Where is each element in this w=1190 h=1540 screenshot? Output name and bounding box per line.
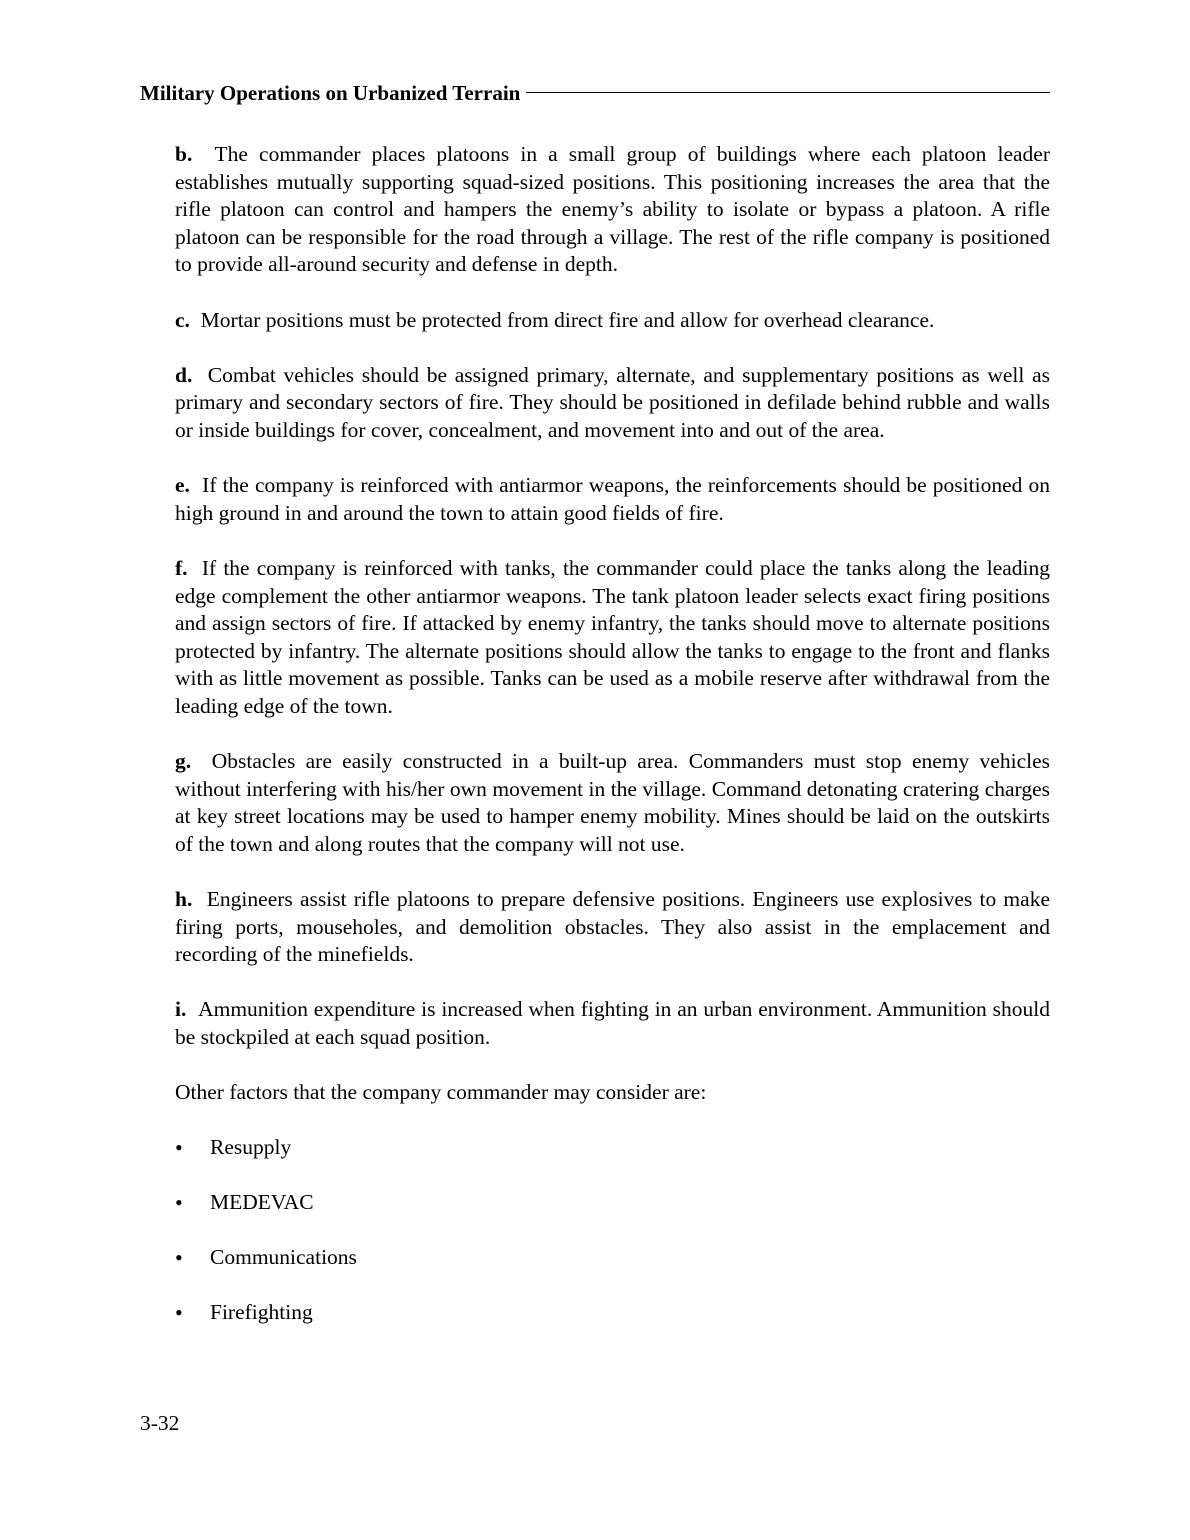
paragraph-d: [175, 362, 1050, 445]
list-item: [175, 1134, 1050, 1162]
list-item-text: MEDEVAC: [210, 1190, 314, 1215]
list-item: [175, 1189, 1050, 1217]
bullet-icon: •: [175, 1245, 183, 1271]
page-body: [175, 141, 1050, 1354]
paragraph-g: [175, 748, 1050, 858]
paragraph-b: [175, 141, 1050, 279]
bullet-icon: •: [175, 1135, 183, 1161]
paragraph-text: If the company is reinforced with tanks, the commander could place the tanks along the leading edge complement the other antiarmor weapons. The tank platoon leader selects exact firing positions and assign sectors of fire. If attacked by enemy infantry, the tanks should move to alternate positions protected by infantry. The alternate positions should allow the tanks to engage to the front and flanks with as little movement as possible. Tanks can be used as a mobile reserve after withdrawal from the leading edge of the town.: [175, 555, 1050, 718]
paragraph-text: Obstacles are easily constructed in a built-up area. Commanders must stop enemy vehicles without interfering with his/her own movement in the village. Command detonating cratering charges at key street locations may be used to hamper enemy mobility. Mines should be laid on the outskirts of the town and along routes that the company will not use.: [175, 749, 1050, 856]
paragraph-e: [175, 472, 1050, 527]
paragraph-text: Mortar positions must be protected from direct fire and allow for overhead clearance.: [200, 307, 935, 332]
paragraph-letter: d.: [175, 362, 193, 387]
paragraph-letter: g.: [175, 749, 192, 774]
list-item: [175, 1299, 1050, 1327]
paragraph-f: [175, 555, 1050, 721]
running-header-title: Military Operations on Urbanized Terrain: [140, 81, 521, 105]
other-factors-intro: Other factors that the company commander may consider are:: [175, 1080, 707, 1105]
paragraph-letter: h.: [175, 887, 193, 912]
paragraph-letter: f.: [175, 555, 188, 580]
bullet-icon: •: [175, 1190, 183, 1216]
paragraph-text: The commander places platoons in a small group of buildings where each platoon leader establishes mutually supporting squad-sized positions. This positioning increases the area that the rifle platoon can control and hampers the enemy’s ability to isolate or bypass a platoon. A rifle platoon can be responsible for the road through a village. The rest of the rifle company is positioned to provide all-around security and defense in depth.: [175, 142, 1051, 277]
other-factors-list: [175, 1134, 1050, 1327]
paragraph-h: [175, 886, 1050, 969]
header-rule: [526, 92, 1050, 93]
running-header: [140, 78, 1050, 108]
paragraph-letter: c.: [175, 307, 190, 332]
page-number: 3-32: [140, 1411, 180, 1435]
paragraph-letter: b.: [175, 142, 193, 166]
paragraph-letter: e.: [175, 473, 190, 498]
list-item: [175, 1244, 1050, 1272]
paragraph-letter: i.: [175, 997, 187, 1022]
list-item-text: Communications: [210, 1245, 357, 1270]
paragraph-text: If the company is reinforced with antiarmor weapons, the reinforcements should be positioned on high ground in and around the town to attain good fields of fire.: [175, 473, 1051, 525]
paragraph-i: [175, 996, 1050, 1051]
paragraph-text: Engineers assist rifle platoons to prepare defensive positions. Engineers use explosives to make firing ports, mouseholes, and demolition obstacles. They also assist in the emplacement and recording of the minefields.: [175, 887, 1050, 967]
list-item-text: Resupply: [210, 1135, 292, 1160]
bullet-icon: •: [175, 1300, 183, 1326]
paragraph-text: Combat vehicles should be assigned primary, alternate, and supplementary positions as well as primary and secondary sectors of fire. They should be positioned in defilade behind rubble and walls or inside buildings for cover, concealment, and movement into and out of the area.: [175, 362, 1051, 442]
list-item-text: Firefighting: [210, 1300, 313, 1325]
paragraph-text: Ammunition expenditure is increased when fighting in an urban environment. Ammunition should be stockpiled at each squad position.: [175, 997, 1050, 1049]
paragraph-c: [175, 307, 1050, 335]
